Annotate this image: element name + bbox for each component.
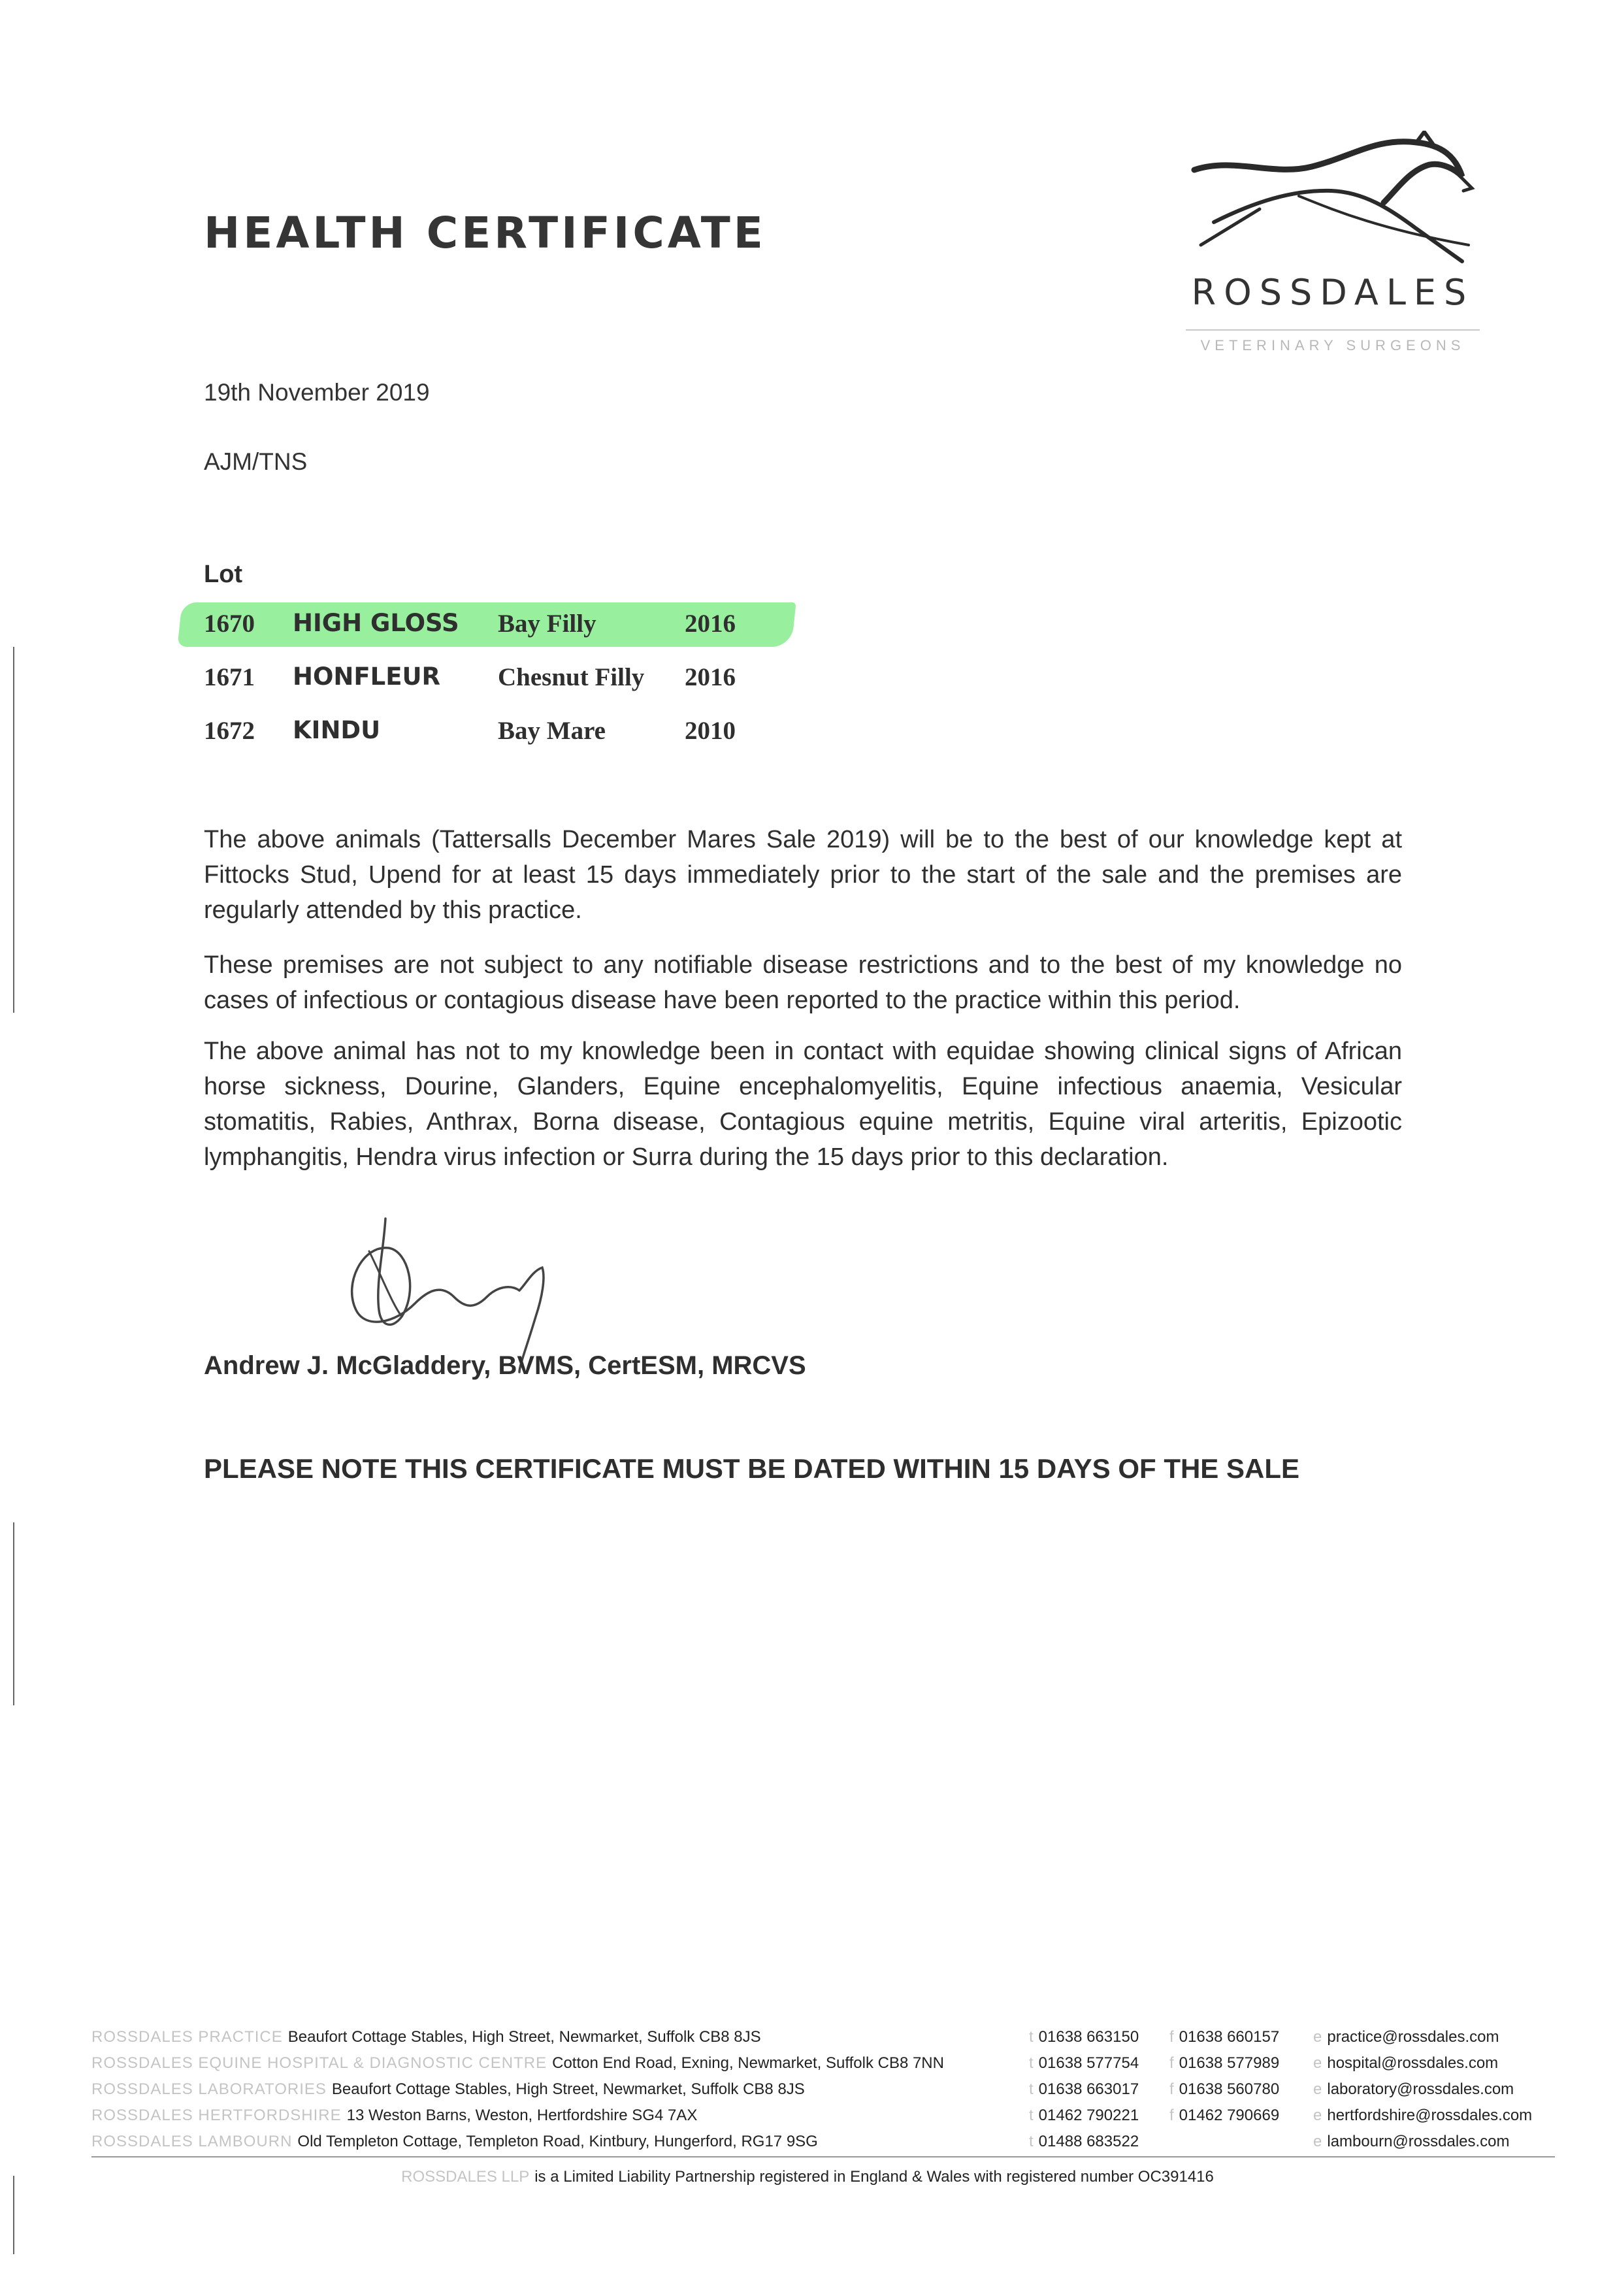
horse-name: HIGH GLOSS bbox=[293, 609, 459, 637]
footer-fax: f 01462 790669 bbox=[1169, 2107, 1280, 2124]
footer-telephone[interactable]: t 01638 577754 bbox=[1029, 2054, 1139, 2072]
footer-divider bbox=[91, 2156, 1555, 2157]
lot-number: 1672 bbox=[204, 717, 255, 745]
certificate-date: 19th November 2019 bbox=[204, 379, 430, 406]
location-prefix: ROSSDALES EQUINE HOSPITAL & DIAGNOSTIC CENTRE bbox=[91, 2054, 547, 2072]
scan-margin-line bbox=[13, 2176, 14, 2254]
lot-row bbox=[0, 609, 849, 648]
location-address: 13 Weston Barns, Weston, Hertfordshire SG4 7AX bbox=[346, 2107, 698, 2124]
document-title: HEALTH CERTIFICATE bbox=[204, 208, 766, 258]
location-address: Beaufort Cottage Stables, High Street, Newmarket, Suffolk CB8 8JS bbox=[287, 2028, 761, 2046]
logo-wordmark: ROSSDALES bbox=[1191, 272, 1475, 313]
footer-email-link[interactable]: e lambourn@rossdales.com bbox=[1313, 2133, 1510, 2150]
footer-telephone[interactable]: t 01488 683522 bbox=[1029, 2133, 1139, 2150]
footer-email-link[interactable]: e practice@rossdales.com bbox=[1313, 2028, 1499, 2046]
location-prefix: ROSSDALES PRACTICE bbox=[91, 2028, 283, 2046]
location-prefix: ROSSDALES LAMBOURN bbox=[91, 2133, 293, 2150]
footer-address-line bbox=[91, 2103, 697, 2129]
logo-subtitle: VETERINARY SURGEONS bbox=[1200, 337, 1465, 353]
horse-name: KINDU bbox=[293, 716, 381, 744]
footer-telephone[interactable]: t 01462 790221 bbox=[1029, 2107, 1139, 2124]
footer-email-link[interactable]: e laboratory@rossdales.com bbox=[1313, 2080, 1514, 2098]
signatory-name: Andrew J. McGladdery, BVMS, CertESM, MRCVS bbox=[204, 1351, 806, 1380]
footer-fax: f 01638 577989 bbox=[1169, 2054, 1280, 2072]
body-paragraph: These premises are not subject to any notifiable disease restrictions and to the best of my knowledge no cases of infectious or contagious disease have been reported to the practice within this period. bbox=[204, 951, 1402, 1014]
lot-header: Lot bbox=[204, 561, 243, 588]
body-paragraph: The above animals (Tattersalls December Mares Sale 2019) will be to the best of our knowledge kept at Fittocks Stud, Upend for at least 15 days immediately prior to the start of the sale and the premises are regularly attended by this practice. bbox=[204, 826, 1402, 924]
footer-address-line bbox=[91, 2129, 818, 2155]
dating-notice: PLEASE NOTE THIS CERTIFICATE MUST BE DATED WITHIN 15 DAYS OF THE SALE bbox=[204, 1453, 1300, 1484]
footer-address-line bbox=[91, 2076, 805, 2103]
lot-number: 1671 bbox=[204, 663, 255, 691]
location-prefix: ROSSDALES LABORATORIES bbox=[91, 2080, 327, 2098]
horse-name: HONFLEUR bbox=[293, 663, 441, 691]
horse-year: 2016 bbox=[685, 663, 736, 691]
location-address: Old Templeton Cottage, Templeton Road, Kintbury, Hungerford, RG17 9SG bbox=[297, 2133, 818, 2150]
footer-email-link[interactable]: e hospital@rossdales.com bbox=[1313, 2054, 1499, 2072]
footer-fax: f 01638 560780 bbox=[1169, 2080, 1280, 2098]
footer-fax: f 01638 660157 bbox=[1169, 2028, 1280, 2046]
horse-year: 2010 bbox=[685, 717, 736, 745]
scan-margin-line bbox=[13, 1522, 14, 1705]
location-prefix: ROSSDALES HERTFORDSHIRE bbox=[91, 2107, 342, 2124]
body-paragraph: The above animal has not to my knowledge been in contact with equidae showing clinical signs of African horse sickness, Dourine, Glanders, Equine encephalomyelitis, Equine infectious anaemia, Vesicular stomatitis, Rabies, Anthrax, Borna disease, Contagious equine metritis, Equine viral arteritis, Epizootic lymphangitis, Hendra virus infection or Surra during the 15 days prior to this declaration. bbox=[204, 1038, 1402, 1171]
legal-prefix: ROSSDALES LLP bbox=[401, 2168, 530, 2186]
rossdales-horse-logo-icon bbox=[1181, 131, 1482, 268]
lot-row bbox=[0, 663, 849, 702]
lot-row bbox=[0, 716, 849, 755]
legal-statement bbox=[0, 2168, 1615, 2186]
lot-number: 1670 bbox=[204, 610, 255, 638]
certificate-reference: AJM/TNS bbox=[204, 448, 308, 475]
horse-year: 2016 bbox=[685, 610, 736, 638]
scan-margin-line bbox=[13, 647, 14, 1013]
footer-address-line bbox=[91, 2024, 761, 2050]
location-address: Beaufort Cottage Stables, High Street, Newmarket, Suffolk CB8 8JS bbox=[331, 2080, 805, 2098]
footer-address-line bbox=[91, 2050, 944, 2076]
footer-telephone[interactable]: t 01638 663017 bbox=[1029, 2080, 1139, 2098]
location-address: Cotton End Road, Exning, Newmarket, Suffolk CB8 7NN bbox=[552, 2054, 944, 2072]
logo-divider bbox=[1186, 329, 1480, 331]
horse-description: Bay Mare bbox=[498, 717, 606, 745]
horse-description: Bay Filly bbox=[498, 610, 596, 638]
horse-description: Chesnut Filly bbox=[498, 663, 645, 691]
footer-email-link[interactable]: e hertfordshire@rossdales.com bbox=[1313, 2107, 1533, 2124]
footer-telephone[interactable]: t 01638 663150 bbox=[1029, 2028, 1139, 2046]
legal-text: is a Limited Liability Partnership registered in England & Wales with registered number OC391416 bbox=[534, 2168, 1214, 2186]
